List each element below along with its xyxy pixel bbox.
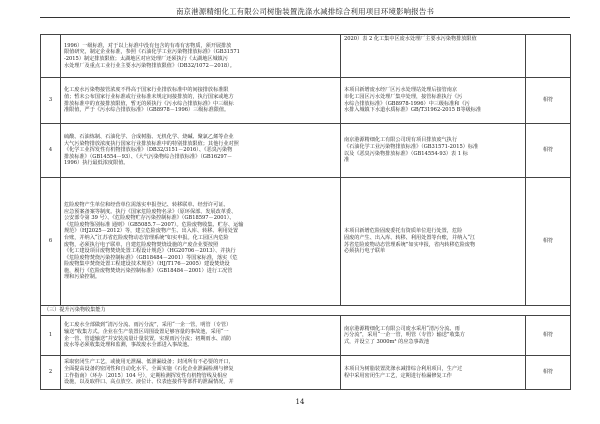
table-row [41, 78, 571, 124]
implementation-cell: 南京港源精细化工有限公司废水采用“清污分流、雨 污分流”，采用“一企一管，明管（专管）输送”收集方 式，并设立了 3000m³ 的应急事故池 [341, 316, 526, 356]
row-number: 6 [41, 178, 61, 306]
document-header: 南京港源精细化工有限公司树脂装置洗涤水减排综合利用项目环境影响报告书 [175, 7, 435, 16]
result-cell: 相符 [526, 124, 571, 178]
table-row [41, 316, 571, 356]
header-rule [40, 17, 570, 18]
section-heading: （三）提升污染物收集能力 [41, 306, 571, 316]
implementation-cell: 本项目为树脂装置洗涤水减排综合利用项目，生产过 程中采用密闭生产工艺，定期进行检漏修复工作 [341, 356, 526, 390]
table-row [41, 124, 571, 178]
implementation-cell: 2020）表 2 化工集中区废水处理厂主要水污染物排放限值 [341, 35, 526, 78]
requirement-cell: 危险废物产生单位和经营单位需落实申报登记、转移联单、经营许可证、 应急预案备案等制度。执行《国家危险废物名录》（原环保部、发展改革委、 公安部令第 39 号）、《危险废物贮存污染控制标准》（GB18597－2001）、 《危险废物鉴别标准 通则》（GB5085.7－2007）。危险废物收集、贮存、运输 规范》（HJ2025－2012）等，建立危险废物产生、出入库、转移、利用处置 台账，并纳入“江苏省危险废物动态管理系统”如实申报。化工园区内危险 废物，必须执行电子联单，自建危险废物焚烧设施的产废企业要按照 《化工建设项目废物焚烧处置工程设计规范》（HG20706－2013）、并执行 《危险废物焚烧污染控制标准》（GB18484－2001）等国家标准，落实《危 险废物集中焚烧处置工程建设技术规范》（HJ/T176－2005）建设焚烧设 施，履行《危险废物焚烧污染控制标准》（GB18484－2001）进行工况管 理和污染控制。 [61, 178, 341, 306]
result-cell [526, 35, 571, 78]
implementation-cell: 本项目新增危险固废委托有资质单位进行处置，危险 固废的产生、出入库、转移、利用处置等台账，并纳入“江 苏省危险废物动态管理系统”如实申报，省内转移危险废物 必须执行电子联单 [341, 178, 526, 306]
requirements-table [40, 34, 571, 390]
result-cell: 相符 [526, 356, 571, 390]
section-row [41, 306, 571, 316]
result-cell: 相符 [526, 316, 571, 356]
result-cell: 相符 [526, 78, 571, 124]
implementation-cell: 本项目新增废水经厂区污水处理站处理后接管南京 市化工园区污水处理厂集中处理，接管标准执行《污 水综合排放标准》（GB8978-1996）中三级标准和《污 水排入城镇下水道水质标准》GB/T31962-2015 B等级标准 [341, 78, 526, 124]
row-number: 2 [41, 356, 61, 390]
implementation-cell: 南京港源精细化工有限公司现有项目排放废气执行 《石油化学工业污染物排放标准》（GB31571-2015）标准 以及《恶臭污染物排放标准》（GB14554-93）表 1 标 准 [341, 124, 526, 178]
row-number: 3 [41, 78, 61, 124]
row-number: 4 [41, 124, 61, 178]
requirement-cell: 硫酸、石油炼制、石油化学、合成树脂、无机化学、烧碱、聚氯乙烯等企业 大气污染物排放浓度执行国家行业排放标准中的特别排放限值；其他行业对照 《化学工业挥发性有机物排放标准》（DB32/3151－2016）、《恶臭污染物 排放标准》（GB14554－93）、《大气污染物综合排放标准》（GB16297－ 1996）执行最低浓度限值。 [61, 124, 341, 178]
table-row [41, 35, 571, 78]
row-number: 1 [41, 316, 61, 356]
requirement-cell: 化工废水污染物接管浓度不得高于国家行业排放标准中的间接排放标准限 值；暂未公布国家行业标准或行业标准未规定间接排放的，执行国家或地方 排放标准中的直接排放限值，暂无的须执行《污水综合排放标准》中三级标 准限值，严于《污水综合排放标准》（GB8978－1996）三级标准限值。 [61, 78, 341, 124]
table-row [41, 178, 571, 306]
requirement-cell: 采取密闭生产工艺，或使用无泄漏、低泄漏设备；封闭所有不必要的开口， 全面提高设备的密闭性和自动化水平。全面实施《石化企业泄漏检测与修复 工作指南》（环办〔2015〕104 号），定期检测挥发性有机物管线及相应 设施，以及取样口、高点放空、液位计、仪表连接件等部件的泄漏情况，并 [61, 356, 341, 390]
page-number: 14 [295, 398, 305, 406]
row-number [41, 35, 61, 78]
requirement-cell: 化工废水全部做到“清污分流、雨污分流”，采用“一企一管，明管（专管） 输送”收集方式。企业在生产装置区周围设置足够容量的事故池，采用“一 企一管、管道输送”并安装流量计量装置，实现雨污分流；初期雨水、消防 废水等必须收集处理和监测，事故废水全部进入事故池。 [61, 316, 341, 356]
table-row [41, 356, 571, 390]
requirement-cell: 1996）一级标准，对于以上标准中没有包含的有毒有害物质，须开展排放 限值研究，制定企业标准，参照《石油化学工业污染物排放标准》（GB31571 -2015）制定排放限值；太湖地区对应处理厂还须执行《太湖地区城镇污 水处理厂及重点工业行业主要水污染物排放限值》（DB32/1072－2018）。 [61, 35, 341, 78]
result-cell: 相符 [526, 178, 571, 306]
